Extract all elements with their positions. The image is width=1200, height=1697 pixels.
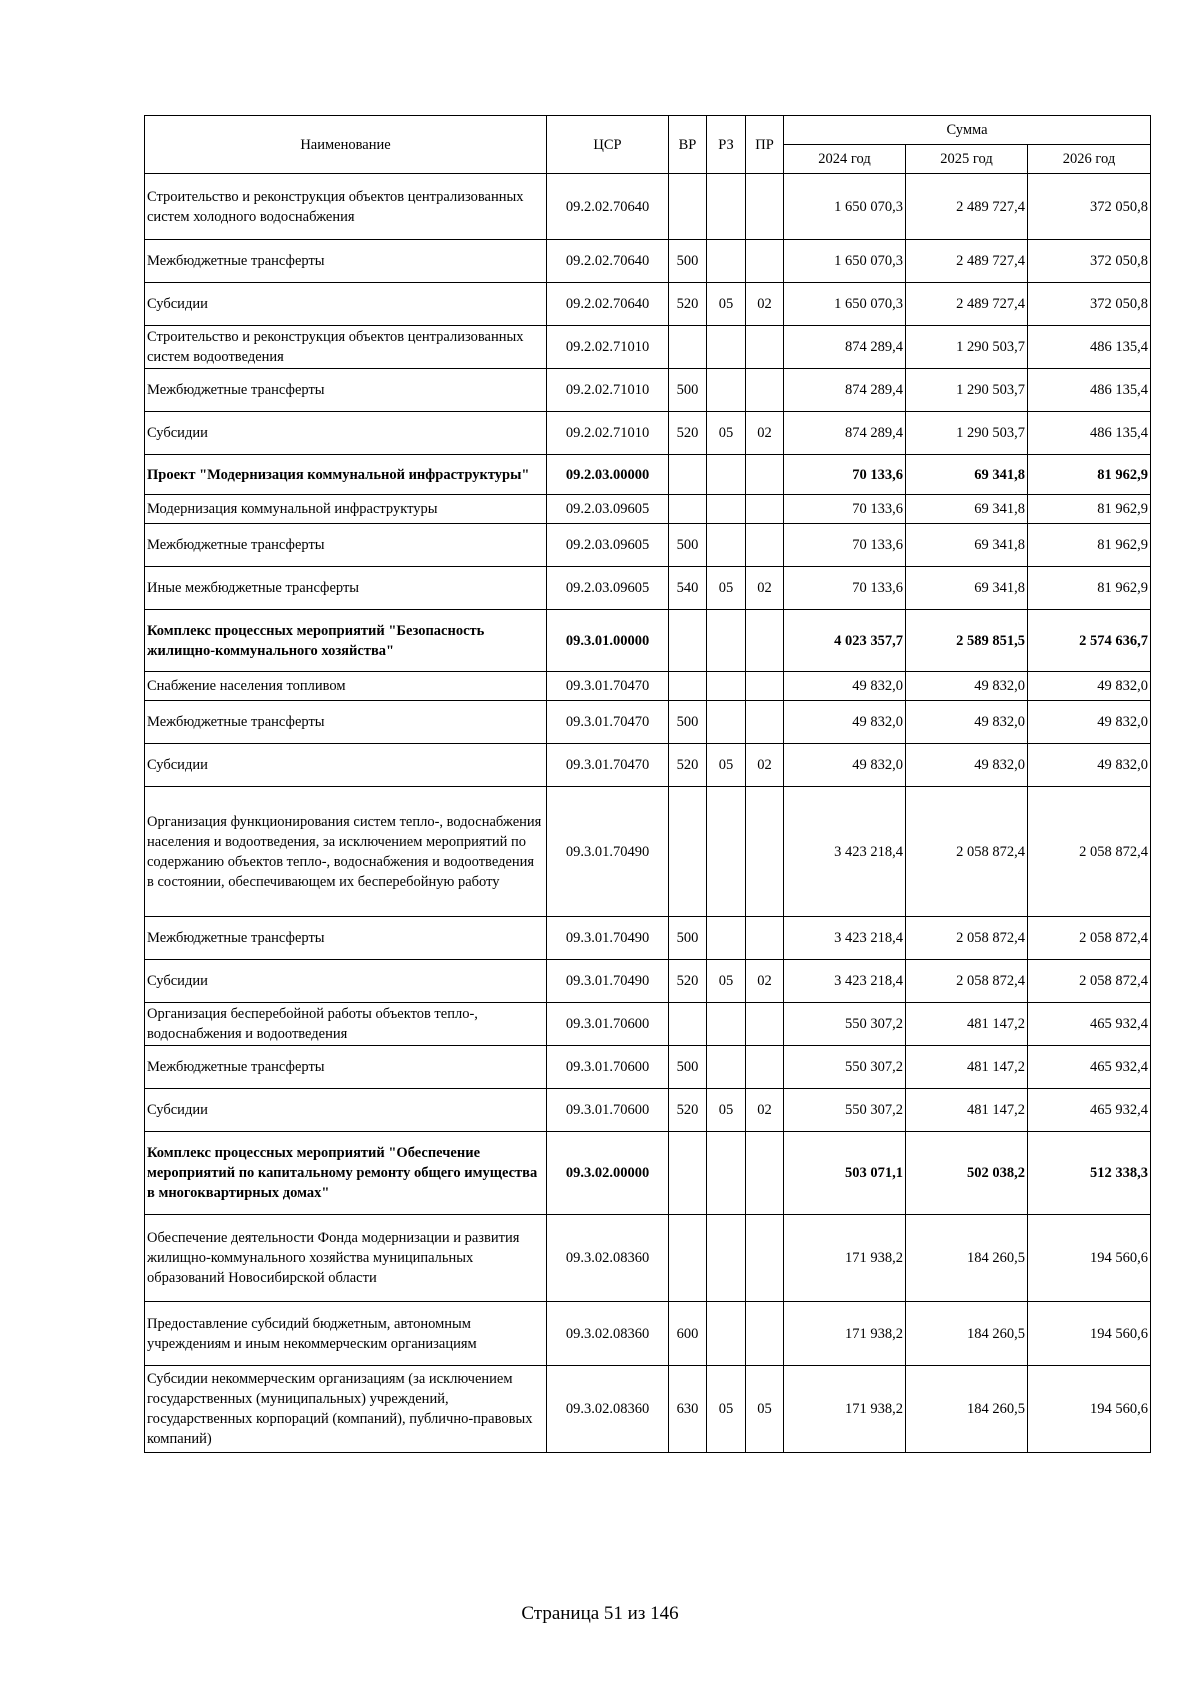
row-sum-2025: 2 589 851,5 (906, 610, 1028, 672)
row-sum-2026: 2 058 872,4 (1028, 787, 1151, 917)
row-pr (746, 240, 784, 283)
row-pr (746, 174, 784, 240)
table-row (145, 1366, 1151, 1453)
row-pr: 02 (746, 744, 784, 787)
table-row (145, 369, 1151, 412)
row-csr: 09.2.02.70640 (547, 240, 669, 283)
row-name: Комплекс процессных мероприятий "Обеспечение мероприятий по капитальному ремонту общего имущества в многоквартирных домах" (145, 1132, 547, 1215)
row-name: Проект "Модернизация коммунальной инфраструктуры" (145, 455, 547, 495)
table-row (145, 326, 1151, 369)
row-rz (707, 326, 746, 369)
row-sum-2026: 49 832,0 (1028, 744, 1151, 787)
row-pr (746, 787, 784, 917)
row-name: Субсидии (145, 960, 547, 1003)
row-sum-2024: 1 650 070,3 (784, 283, 906, 326)
row-sum-2025: 481 147,2 (906, 1089, 1028, 1132)
header-sum: Сумма (784, 116, 1151, 145)
row-sum-2026: 2 058 872,4 (1028, 960, 1151, 1003)
row-rz: 05 (707, 412, 746, 455)
table-row (145, 610, 1151, 672)
row-sum-2024: 874 289,4 (784, 369, 906, 412)
row-name: Модернизация коммунальной инфраструктуры (145, 495, 547, 524)
row-sum-2026: 465 932,4 (1028, 1089, 1151, 1132)
row-sum-2024: 1 650 070,3 (784, 240, 906, 283)
row-rz: 05 (707, 1089, 746, 1132)
row-vr: 630 (669, 1366, 707, 1453)
row-rz (707, 455, 746, 495)
table-row (145, 672, 1151, 701)
row-sum-2024: 550 307,2 (784, 1089, 906, 1132)
row-vr: 540 (669, 567, 707, 610)
table-row (145, 1046, 1151, 1089)
row-sum-2025: 69 341,8 (906, 567, 1028, 610)
row-sum-2024: 49 832,0 (784, 701, 906, 744)
row-rz: 05 (707, 567, 746, 610)
budget-table (144, 115, 1151, 1453)
row-sum-2025: 1 290 503,7 (906, 412, 1028, 455)
row-vr (669, 610, 707, 672)
row-rz (707, 1046, 746, 1089)
row-vr (669, 672, 707, 701)
row-sum-2024: 49 832,0 (784, 744, 906, 787)
row-rz (707, 1215, 746, 1302)
row-sum-2024: 1 650 070,3 (784, 174, 906, 240)
row-rz (707, 1302, 746, 1366)
row-sum-2026: 194 560,6 (1028, 1302, 1151, 1366)
row-sum-2024: 70 133,6 (784, 495, 906, 524)
row-sum-2025: 2 489 727,4 (906, 174, 1028, 240)
row-csr: 09.3.02.08360 (547, 1215, 669, 1302)
row-csr: 09.3.01.70470 (547, 672, 669, 701)
header-pr: ПР (746, 116, 784, 174)
row-sum-2024: 503 071,1 (784, 1132, 906, 1215)
row-vr: 520 (669, 1089, 707, 1132)
row-pr (746, 1302, 784, 1366)
row-sum-2024: 550 307,2 (784, 1003, 906, 1046)
row-sum-2026: 372 050,8 (1028, 240, 1151, 283)
row-pr (746, 495, 784, 524)
header-vr: ВР (669, 116, 707, 174)
row-csr: 09.2.03.09605 (547, 495, 669, 524)
row-name: Межбюджетные трансферты (145, 917, 547, 960)
row-name: Организация бесперебойной работы объектов тепло-, водоснабжения и водоотведения (145, 1003, 547, 1046)
row-rz (707, 240, 746, 283)
row-rz: 05 (707, 960, 746, 1003)
row-pr (746, 1003, 784, 1046)
row-pr: 02 (746, 1089, 784, 1132)
row-name: Комплекс процессных мероприятий "Безопасность жилищно-коммунального хозяйства" (145, 610, 547, 672)
row-rz: 05 (707, 1366, 746, 1453)
row-csr: 09.3.02.08360 (547, 1366, 669, 1453)
row-csr: 09.3.01.70600 (547, 1089, 669, 1132)
row-rz (707, 672, 746, 701)
header-rz: РЗ (707, 116, 746, 174)
row-sum-2026: 49 832,0 (1028, 672, 1151, 701)
row-vr (669, 1215, 707, 1302)
row-rz (707, 495, 746, 524)
row-rz (707, 524, 746, 567)
row-sum-2026: 194 560,6 (1028, 1366, 1151, 1453)
row-csr: 09.2.02.70640 (547, 283, 669, 326)
row-sum-2025: 184 260,5 (906, 1366, 1028, 1453)
row-vr (669, 455, 707, 495)
row-csr: 09.3.01.70490 (547, 787, 669, 917)
row-name: Межбюджетные трансферты (145, 1046, 547, 1089)
row-vr: 500 (669, 240, 707, 283)
row-pr (746, 369, 784, 412)
row-sum-2024: 874 289,4 (784, 412, 906, 455)
row-sum-2025: 481 147,2 (906, 1046, 1028, 1089)
row-rz (707, 787, 746, 917)
table-row (145, 1003, 1151, 1046)
row-csr: 09.3.01.70600 (547, 1046, 669, 1089)
row-vr: 500 (669, 524, 707, 567)
row-sum-2026: 465 932,4 (1028, 1046, 1151, 1089)
row-sum-2026: 465 932,4 (1028, 1003, 1151, 1046)
header-csr: ЦСР (547, 116, 669, 174)
row-sum-2026: 194 560,6 (1028, 1215, 1151, 1302)
row-pr: 02 (746, 412, 784, 455)
row-name: Субсидии (145, 744, 547, 787)
row-csr: 09.3.01.00000 (547, 610, 669, 672)
row-sum-2025: 2 489 727,4 (906, 283, 1028, 326)
table-row (145, 455, 1151, 495)
row-vr: 520 (669, 283, 707, 326)
row-name: Снабжение населения топливом (145, 672, 547, 701)
table-row (145, 787, 1151, 917)
row-sum-2026: 372 050,8 (1028, 174, 1151, 240)
row-vr (669, 1132, 707, 1215)
row-csr: 09.3.01.70600 (547, 1003, 669, 1046)
row-sum-2025: 49 832,0 (906, 744, 1028, 787)
row-sum-2024: 171 938,2 (784, 1302, 906, 1366)
row-pr (746, 672, 784, 701)
row-sum-2024: 3 423 218,4 (784, 787, 906, 917)
row-name: Межбюджетные трансферты (145, 701, 547, 744)
row-vr: 520 (669, 412, 707, 455)
table-row (145, 495, 1151, 524)
row-vr: 500 (669, 917, 707, 960)
row-vr (669, 787, 707, 917)
row-sum-2026: 2 058 872,4 (1028, 917, 1151, 960)
row-csr: 09.2.02.71010 (547, 369, 669, 412)
table-row (145, 960, 1151, 1003)
header-2025: 2025 год (906, 145, 1028, 174)
row-vr: 520 (669, 744, 707, 787)
row-pr (746, 1046, 784, 1089)
row-sum-2025: 49 832,0 (906, 672, 1028, 701)
row-rz (707, 369, 746, 412)
row-name: Иные межбюджетные трансферты (145, 567, 547, 610)
row-sum-2024: 49 832,0 (784, 672, 906, 701)
row-name: Межбюджетные трансферты (145, 369, 547, 412)
table-row (145, 917, 1151, 960)
table-row (145, 524, 1151, 567)
row-name: Субсидии (145, 283, 547, 326)
table-row (145, 744, 1151, 787)
row-vr: 500 (669, 1046, 707, 1089)
row-pr (746, 1215, 784, 1302)
row-sum-2026: 2 574 636,7 (1028, 610, 1151, 672)
table-row (145, 240, 1151, 283)
row-sum-2025: 1 290 503,7 (906, 369, 1028, 412)
header-2024: 2024 год (784, 145, 906, 174)
table-row (145, 412, 1151, 455)
row-pr (746, 701, 784, 744)
row-sum-2026: 486 135,4 (1028, 326, 1151, 369)
row-sum-2025: 69 341,8 (906, 524, 1028, 567)
row-pr: 05 (746, 1366, 784, 1453)
table-row (145, 1215, 1151, 1302)
row-csr: 09.2.02.71010 (547, 412, 669, 455)
row-sum-2024: 70 133,6 (784, 455, 906, 495)
row-sum-2024: 70 133,6 (784, 567, 906, 610)
row-csr: 09.2.03.09605 (547, 567, 669, 610)
row-sum-2024: 171 938,2 (784, 1366, 906, 1453)
row-sum-2026: 81 962,9 (1028, 524, 1151, 567)
row-sum-2025: 69 341,8 (906, 455, 1028, 495)
row-name: Строительство и реконструкция объектов централизованных систем холодного водоснабжения (145, 174, 547, 240)
row-vr (669, 326, 707, 369)
row-sum-2026: 81 962,9 (1028, 455, 1151, 495)
row-sum-2024: 171 938,2 (784, 1215, 906, 1302)
row-csr: 09.3.01.70470 (547, 744, 669, 787)
row-vr (669, 174, 707, 240)
row-sum-2026: 81 962,9 (1028, 495, 1151, 524)
table-row (145, 283, 1151, 326)
row-sum-2025: 502 038,2 (906, 1132, 1028, 1215)
row-name: Межбюджетные трансферты (145, 240, 547, 283)
row-sum-2026: 486 135,4 (1028, 412, 1151, 455)
row-sum-2024: 4 023 357,7 (784, 610, 906, 672)
row-rz: 05 (707, 744, 746, 787)
row-vr: 500 (669, 369, 707, 412)
row-sum-2026: 512 338,3 (1028, 1132, 1151, 1215)
row-sum-2026: 49 832,0 (1028, 701, 1151, 744)
row-csr: 09.3.02.00000 (547, 1132, 669, 1215)
row-sum-2025: 481 147,2 (906, 1003, 1028, 1046)
row-csr: 09.2.03.09605 (547, 524, 669, 567)
row-sum-2025: 2 058 872,4 (906, 960, 1028, 1003)
table-body (145, 174, 1151, 1453)
table-row (145, 1302, 1151, 1366)
page-number: Страница 51 из 146 (521, 1603, 679, 1624)
row-pr (746, 610, 784, 672)
row-name: Обеспечение деятельности Фонда модернизации и развития жилищно-коммунального хозяйства муниципальных образований Новосибирской области (145, 1215, 547, 1302)
row-sum-2024: 874 289,4 (784, 326, 906, 369)
row-rz: 05 (707, 283, 746, 326)
row-pr (746, 917, 784, 960)
table-row (145, 174, 1151, 240)
row-sum-2026: 486 135,4 (1028, 369, 1151, 412)
row-sum-2024: 70 133,6 (784, 524, 906, 567)
row-pr: 02 (746, 567, 784, 610)
row-rz (707, 174, 746, 240)
row-rz (707, 610, 746, 672)
row-csr: 09.3.01.70470 (547, 701, 669, 744)
row-name: Субсидии (145, 412, 547, 455)
row-sum-2026: 372 050,8 (1028, 283, 1151, 326)
row-pr: 02 (746, 283, 784, 326)
row-sum-2025: 184 260,5 (906, 1302, 1028, 1366)
row-sum-2025: 49 832,0 (906, 701, 1028, 744)
row-sum-2026: 81 962,9 (1028, 567, 1151, 610)
row-sum-2025: 2 058 872,4 (906, 917, 1028, 960)
row-csr: 09.3.01.70490 (547, 917, 669, 960)
row-rz (707, 1003, 746, 1046)
header-name: Наименование (145, 116, 547, 174)
row-name: Организация функционирования систем тепло-, водоснабжения населения и водоотведения, за исключением мероприятий по содержанию объектов тепло-, водоснабжения и водоотведения в состоянии, обеспечивающем их бесперебойную работу (145, 787, 547, 917)
row-vr (669, 495, 707, 524)
table-row (145, 1132, 1151, 1215)
row-csr: 09.2.02.71010 (547, 326, 669, 369)
table-header (145, 116, 1151, 174)
row-sum-2025: 2 489 727,4 (906, 240, 1028, 283)
row-pr (746, 524, 784, 567)
row-sum-2025: 1 290 503,7 (906, 326, 1028, 369)
row-vr: 520 (669, 960, 707, 1003)
row-vr (669, 1003, 707, 1046)
row-sum-2025: 184 260,5 (906, 1215, 1028, 1302)
row-pr (746, 326, 784, 369)
row-name: Субсидии (145, 1089, 547, 1132)
row-vr: 600 (669, 1302, 707, 1366)
row-sum-2024: 3 423 218,4 (784, 917, 906, 960)
row-csr: 09.3.02.08360 (547, 1302, 669, 1366)
table-row (145, 1089, 1151, 1132)
row-pr: 02 (746, 960, 784, 1003)
row-vr: 500 (669, 701, 707, 744)
row-name: Строительство и реконструкция объектов централизованных систем водоотведения (145, 326, 547, 369)
row-sum-2024: 3 423 218,4 (784, 960, 906, 1003)
row-name: Предоставление субсидий бюджетным, автономным учреждениям и иным некоммерческим организациям (145, 1302, 547, 1366)
header-2026: 2026 год (1028, 145, 1151, 174)
row-rz (707, 1132, 746, 1215)
row-name: Субсидии некоммерческим организациям (за исключением государственных (муниципальных) учреждений, государственных корпораций (компаний), публично-правовых компаний) (145, 1366, 547, 1453)
table-row (145, 701, 1151, 744)
row-sum-2025: 69 341,8 (906, 495, 1028, 524)
row-pr (746, 1132, 784, 1215)
row-sum-2024: 550 307,2 (784, 1046, 906, 1089)
row-rz (707, 917, 746, 960)
row-csr: 09.2.02.70640 (547, 174, 669, 240)
row-name: Межбюджетные трансферты (145, 524, 547, 567)
row-sum-2025: 2 058 872,4 (906, 787, 1028, 917)
row-csr: 09.3.01.70490 (547, 960, 669, 1003)
row-pr (746, 455, 784, 495)
table-row (145, 567, 1151, 610)
row-rz (707, 701, 746, 744)
row-csr: 09.2.03.00000 (547, 455, 669, 495)
